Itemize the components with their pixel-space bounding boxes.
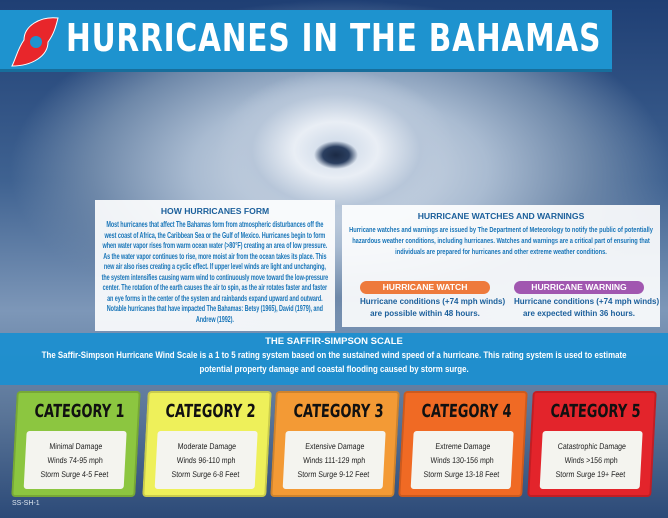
storm-surge: Storm Surge 4-5 Feet — [40, 469, 109, 479]
category-card — [142, 391, 272, 497]
wind-speed: Winds >156 mph — [564, 455, 618, 465]
product-code: SS-SH-1 — [12, 500, 40, 507]
category-title: CATEGORY 5 — [549, 401, 642, 422]
hurricane-warning — [514, 281, 660, 320]
how-hurricanes-form-panel — [95, 200, 335, 331]
storm-surge: Storm Surge 9-12 Feet — [297, 469, 370, 479]
damage-level: Moderate Damage — [177, 441, 237, 451]
category-details — [540, 431, 643, 489]
wind-speed: Winds 96-110 mph — [176, 455, 236, 465]
category-details — [411, 431, 514, 489]
category-title: CATEGORY 3 — [292, 401, 385, 422]
damage-level: Catastrophic Damage — [557, 441, 627, 451]
category-card — [11, 391, 141, 497]
category-details — [283, 431, 386, 489]
category-card — [527, 391, 657, 497]
hurricane-symbol-icon — [10, 14, 62, 68]
section-text: Hurricane watches and warnings are issued by The Department of Meteorology to notify the public of potentially hazardous weather conditions, including hurricanes. Watches and warnings are a critical part of ensuring that individuals are prepared for hurricanes and other extreme weather conditions. — [349, 225, 653, 256]
saffir-simpson-banner — [0, 333, 668, 385]
storm-surge: Storm Surge 19+ Feet — [555, 469, 626, 479]
watches-warnings-panel — [342, 205, 660, 327]
wind-speed: Winds 111-129 mph — [302, 455, 366, 465]
page-title: HURRICANES IN THE BAHAMAS — [66, 16, 602, 60]
warning-text: are expected within 36 hours. — [522, 309, 636, 318]
category-details — [24, 431, 127, 489]
category-card — [270, 391, 400, 497]
category-title: CATEGORY 4 — [420, 401, 513, 422]
warning-text: Hurricane conditions (+74 mph winds) — [514, 297, 660, 306]
watch-badge: HURRICANE WATCH — [360, 281, 490, 294]
section-heading: HOW HURRICANES FORM — [160, 206, 270, 216]
section-text: Most hurricanes that affect The Bahamas form from atmospheric disturbances off the west coast of Africa, the Caribbean Sea or the Gulf of Mexico. Hurricanes begin to form when water vapor rises from warm ocean water (>80°F) creating an area of low pressure. As the water vapor continues to rise, more moist air from the ocean takes its place. This new air also rises creating a cyclic effect. If upper level winds are light and unchanging, the system intensifies causing warm wind to continuously move toward the low-pressure center. The rotation of the earth causes the air to spin, as the air rotates faster and faster an eye forms in the center of the system and rainbands expand upward and outward. Notable hurricanes that have impacted The Bahamas: Betsy (1965), David (1979), and Andrew (1992). — [101, 219, 329, 324]
category-card — [398, 391, 528, 497]
section-heading: HURRICANE WATCHES AND WARNINGS — [417, 211, 585, 221]
storm-surge: Storm Surge 13-18 Feet — [423, 469, 500, 479]
damage-level: Extensive Damage — [305, 441, 365, 451]
hurricane-watch — [360, 281, 506, 320]
wind-speed: Winds 74-95 mph — [47, 455, 104, 465]
saffir-text: The Saffir-Simpson Hurricane Wind Scale is a 1 to 5 rating system based on the sustained wind speed of a hurricane. This rating system is used to estimate potential property damage and coastal flooding caused by storm surge. — [41, 350, 627, 374]
watch-text: Hurricane conditions (+74 mph winds) — [360, 297, 506, 306]
category-title: CATEGORY 2 — [164, 401, 257, 422]
watch-text: are possible within 48 hours. — [370, 309, 480, 318]
saffir-heading: THE SAFFIR-SIMPSON SCALE — [265, 336, 403, 347]
category-details — [155, 431, 258, 489]
warning-badge: HURRICANE WARNING — [514, 281, 644, 294]
category-title: CATEGORY 1 — [33, 401, 126, 422]
damage-level: Minimal Damage — [49, 441, 103, 451]
damage-level: Extreme Damage — [435, 441, 491, 451]
wind-speed: Winds 130-156 mph — [430, 455, 494, 465]
storm-surge: Storm Surge 6-8 Feet — [171, 469, 240, 479]
